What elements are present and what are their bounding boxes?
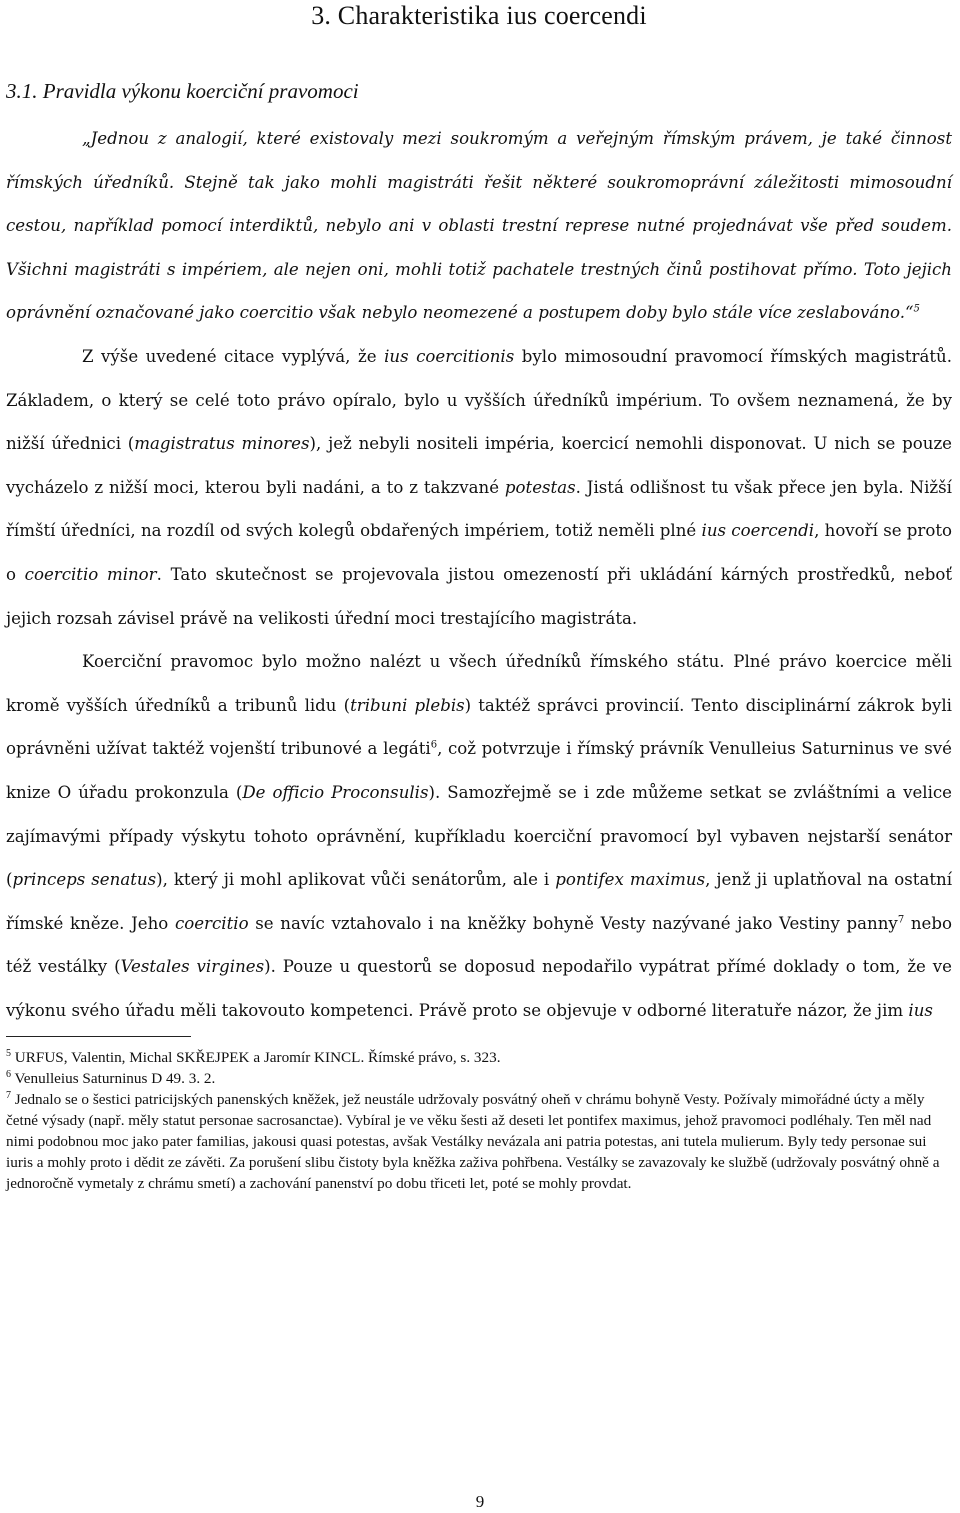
italic-term: De officio Proconsulis [242, 782, 429, 802]
text-run: , hovoří se proto o [6, 521, 953, 584]
footnote [6, 1089, 952, 1194]
text-run: ) taktéž správci provincií. Tento disciplinární zákrok byli oprávněni užívat taktéž vojenští tribunové a legáti [6, 695, 952, 759]
footnote [6, 1047, 952, 1068]
text-run: Koerciční pravomoc bylo možno nalézt u všech úředníků římského státu. Plné právo koercice měli kromě vyšších úředníků a tribunů lidu ( [6, 652, 952, 715]
italic-term: ius coercendi [701, 521, 815, 541]
italic-term: magistratus minores [134, 434, 310, 454]
footnote-number: 6 [6, 1069, 11, 1081]
italic-term: ius [908, 1000, 933, 1020]
footnote-number: 5 [6, 1048, 11, 1060]
footnote-text: URFUS, Valentin, Michal SKŘEJPEK a Jaromír KINCL. Římské právo, s. 323. [11, 1049, 501, 1067]
section-heading: 3.1. Pravidla výkonu koerciční pravomoci [6, 79, 359, 103]
text-run: ), jež nebyli nositeli impéria, koercicí nemohli disponovat. U nich se pouze vycházelo z nižší moci, kterou byli nadáni, a to z takzvané [6, 434, 953, 497]
text-run: , jenž ji uplatňoval na ostatní římské kněze. Jeho [6, 870, 952, 933]
italic-term: coercitio [174, 913, 249, 933]
paragraph [6, 640, 952, 1032]
text-run: se navíc vztahovalo i na kněžky bohyně Vesty nazývané jako Vestiny panny [248, 913, 898, 933]
text-run: . Tato skutečnost se projevovala jistou omezeností při ukládání kárných prostředků, neboť jejich rozsah závisel právě na velikosti úřední moci trestajícího magistráta. [6, 564, 952, 628]
text-run: nebo též vestálky ( [6, 913, 952, 977]
footnote-separator [6, 1036, 191, 1037]
italic-term: princeps senatus [12, 870, 157, 890]
main-text [6, 335, 952, 1033]
quote-text: „Jednou z analogií, které existovaly mezi soukromým a veřejným římským právem, je také činnost římských úředníků. Stejně tak jako mohli magistráti řešit některé soukromoprávní záležitosti mimosoudní cestou, například pomocí interdiktů, nebylo ani v oblasti trestní represe nutné projednávat vše před soudem. Všichni magistráti s impériem, ale nejen oni, mohli totiž pachatele trestných činů postihovat přímo. Toto jejich oprávnění označované jako coercitio však nebylo neomezené a postupem doby bylo stále více zeslabováno.“ [6, 129, 952, 323]
paragraph [6, 335, 952, 640]
text-run: ). Pouze u questorů se doposud nepodařilo vypátrat přímé doklady o tom, že ve výkonu svého úřadu měli takovouto kompetenci. Právě proto se objevuje v odborné literatuře názor, že jim [6, 957, 953, 1020]
footnote-ref-5[interactable]: 5 [913, 303, 920, 315]
footnote-ref-7[interactable]: 7 [897, 914, 905, 926]
text-run: ). Samozřejmě se i zde můžeme setkat se zvláštními a velice zajímavými případy výskytu tohoto oprávnění, kupříkladu koerciční pravomocí byl vybaven nejstarší senátor ( [6, 782, 952, 890]
footnote-ref-6[interactable]: 6 [430, 739, 438, 751]
italic-term: Vestales virgines [120, 957, 265, 977]
italic-term: tribuni plebis [350, 695, 465, 715]
text-run: Z výše uvedené citace vyplývá, že [82, 346, 385, 366]
italic-term: pontifex maximus [555, 870, 706, 890]
footnote-number: 7 [6, 1090, 11, 1102]
italic-term: potestas [504, 477, 576, 497]
footnote-text: Jednalo se o šestici patricijských panenských kněžek, jež neustále udržovaly posvátný oheň v chrámu bohyně Vesty. Požívaly mimořádné úcty a měly četné výsady (např. měly statut personae sacrosanctae). Vybíral je ve věku šesti až deseti let pontifex maximus, jehož pravomoci podléhaly. Ten měl nad nimi podobnou moc jako pater familias, jakousi quasi potestas, avšak Vestálky nevázala ani patria potestas, ani tutela mulierum. Byly tedy personae sui iuris a mohly proto i dědit ze závěti. Za porušení slibu čistoty byla kněžka zaživa pohřbena. Vestálky se zavazovaly ke službě (udržovaly posvátný ohně a jednoročně vymetaly z chrámu smetí) a zachování panenství po dobu třiceti let, poté se mohly provdat. [6, 1091, 940, 1193]
footnotes [6, 1047, 952, 1194]
footnote [6, 1068, 952, 1089]
text-run: ), který ji mohl aplikovat vůči senátorům, ale i [156, 870, 556, 890]
chapter-heading: 3. Charakteristika ius coercendi [311, 1, 647, 30]
italic-term: coercitio minor [24, 564, 157, 584]
block-quote [6, 117, 952, 335]
text-run: , což potvrzuje i římský právník Venulleius Saturninus ve své knize O úřadu prokonzula ( [6, 739, 952, 802]
text-run: . Jistá odlišnost tu však přece jen byla. Nižší římští úředníci, na rozdíl od svých kolegů obdařených impériem, totiž neměli plné [6, 477, 952, 541]
text-run: bylo mimosoudní pravomocí římských magistrátů. Základem, o který se celé toto právo opíralo, bylo u vyšších úředníků impérium. To ovšem neznamená, že by nižší úřednici ( [6, 346, 952, 454]
page-number: 9 [475, 1492, 485, 1511]
italic-term: ius coercitionis [384, 346, 515, 366]
footnote-text: Venulleius Saturninus D 49. 3. 2. [11, 1070, 216, 1088]
